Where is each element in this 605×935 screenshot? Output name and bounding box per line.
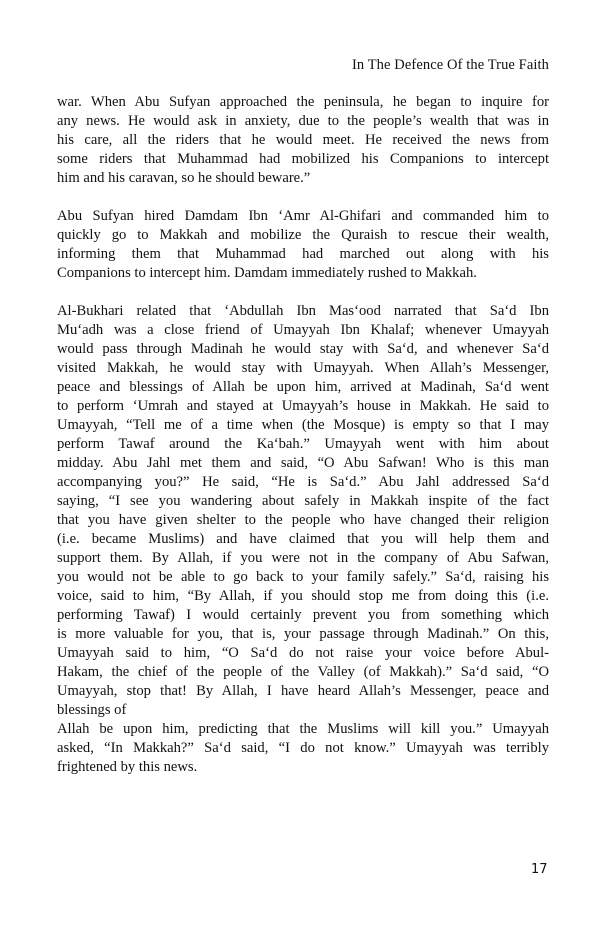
text-line: Umayyah, stop that! By Allah, I have heard Allah’s Messenger, peace and: [57, 683, 549, 699]
text-line: Allah be upon him, predicting that the Muslims will kill you.” Umayyah: [57, 721, 549, 737]
text-line: that you have given shelter to the people who have changed their religion: [57, 512, 549, 528]
text-line: quickly go to Makkah and mobilize the Quraish to rescue their wealth,: [57, 227, 549, 243]
text-line: Abu Sufyan hired Damdam Ibn ‘Amr Al-Ghifari and commanded him to: [57, 208, 549, 224]
running-header: In The Defence Of the True Faith: [351, 57, 549, 73]
page-number: 17: [531, 862, 548, 877]
text-line: accompanying you?” He said, “He is Sa‘d.” Abu Jahl addressed Sa‘d: [57, 474, 549, 490]
text-line: Al-Bukhari related that ‘Abdullah Ibn Mas‘ood narrated that Sa‘d Ibn: [57, 303, 549, 319]
text-line: performing Tawaf) I would certainly prevent you from something which: [57, 607, 549, 623]
text-line: support them. By Allah, if you were not in the company of Abu Safwan,: [57, 550, 549, 566]
text-line: to perform ‘Umrah and stayed at Umayyah’s house in Makkah. He said to: [57, 398, 549, 414]
text-line: saying, “I see you wandering about safely in Makkah inspite of the fact: [57, 493, 549, 509]
text-line: you would not be able to go back to your family safely.” Sa‘d, raising his: [57, 569, 549, 585]
text-line: asked, “In Makkah?” Sa‘d said, “I do not know.” Umayyah was terribly: [57, 740, 549, 756]
text-line: Mu‘adh was a close friend of Umayyah Ibn Khalaf; whenever Umayyah: [57, 322, 549, 338]
text-line: is more valuable for you, that is, your passage through Madinah.” On this,: [57, 626, 549, 642]
text-line: would pass through Madinah he would stay with Sa‘d, and whenever Sa‘d: [57, 341, 549, 357]
text-line: some riders that Muhammad had mobilized his Companions to intercept: [57, 151, 549, 167]
text-line: blessings of: [57, 702, 127, 718]
text-line: perform Tawaf around the Ka‘bah.” Umayyah went with him about: [57, 436, 549, 452]
text-line: (i.e. became Muslims) and have claimed that you will help them and: [57, 531, 549, 547]
paragraph-2: [57, 207, 549, 283]
text-line: midday. Abu Jahl met them and said, “O Abu Safwan! Who is this man: [57, 455, 549, 471]
paragraph-3: [57, 302, 549, 777]
body-text: [57, 93, 549, 796]
paragraph-1: [57, 93, 549, 188]
text-line: visited Makkah, he would stay with Umayyah. When Allah’s Messenger,: [57, 360, 549, 376]
text-line: Companions to intercept him. Damdam immediately rushed to Makkah.: [57, 265, 477, 281]
text-line: any news. He would ask in anxiety, due to the people’s wealth that was in: [57, 113, 549, 129]
text-line: Hakam, the chief of the people of the Valley (of Makkah).” Sa‘d said, “O: [57, 664, 549, 680]
text-line: war. When Abu Sufyan approached the peninsula, he began to inquire for: [57, 94, 549, 110]
text-line: frightened by this news.: [57, 759, 198, 775]
text-line: him and his caravan, so he should beware.”: [57, 170, 311, 186]
text-line: his care, all the riders that he would meet. He received the news from: [57, 132, 549, 148]
text-line: Umayyah, “Tell me of a time when (the Mosque) is empty so that I may: [57, 417, 549, 433]
text-line: informing them that Muhammad had marched out along with his: [57, 246, 549, 262]
text-line: voice, said to him, “By Allah, if you should stop me from doing this (i.e.: [57, 588, 549, 604]
text-line: peace and blessings of Allah be upon him, arrived at Madinah, Sa‘d went: [57, 379, 549, 395]
text-line: Umayyah said to him, “O Sa‘d do not raise your voice before Abul-: [57, 645, 549, 661]
